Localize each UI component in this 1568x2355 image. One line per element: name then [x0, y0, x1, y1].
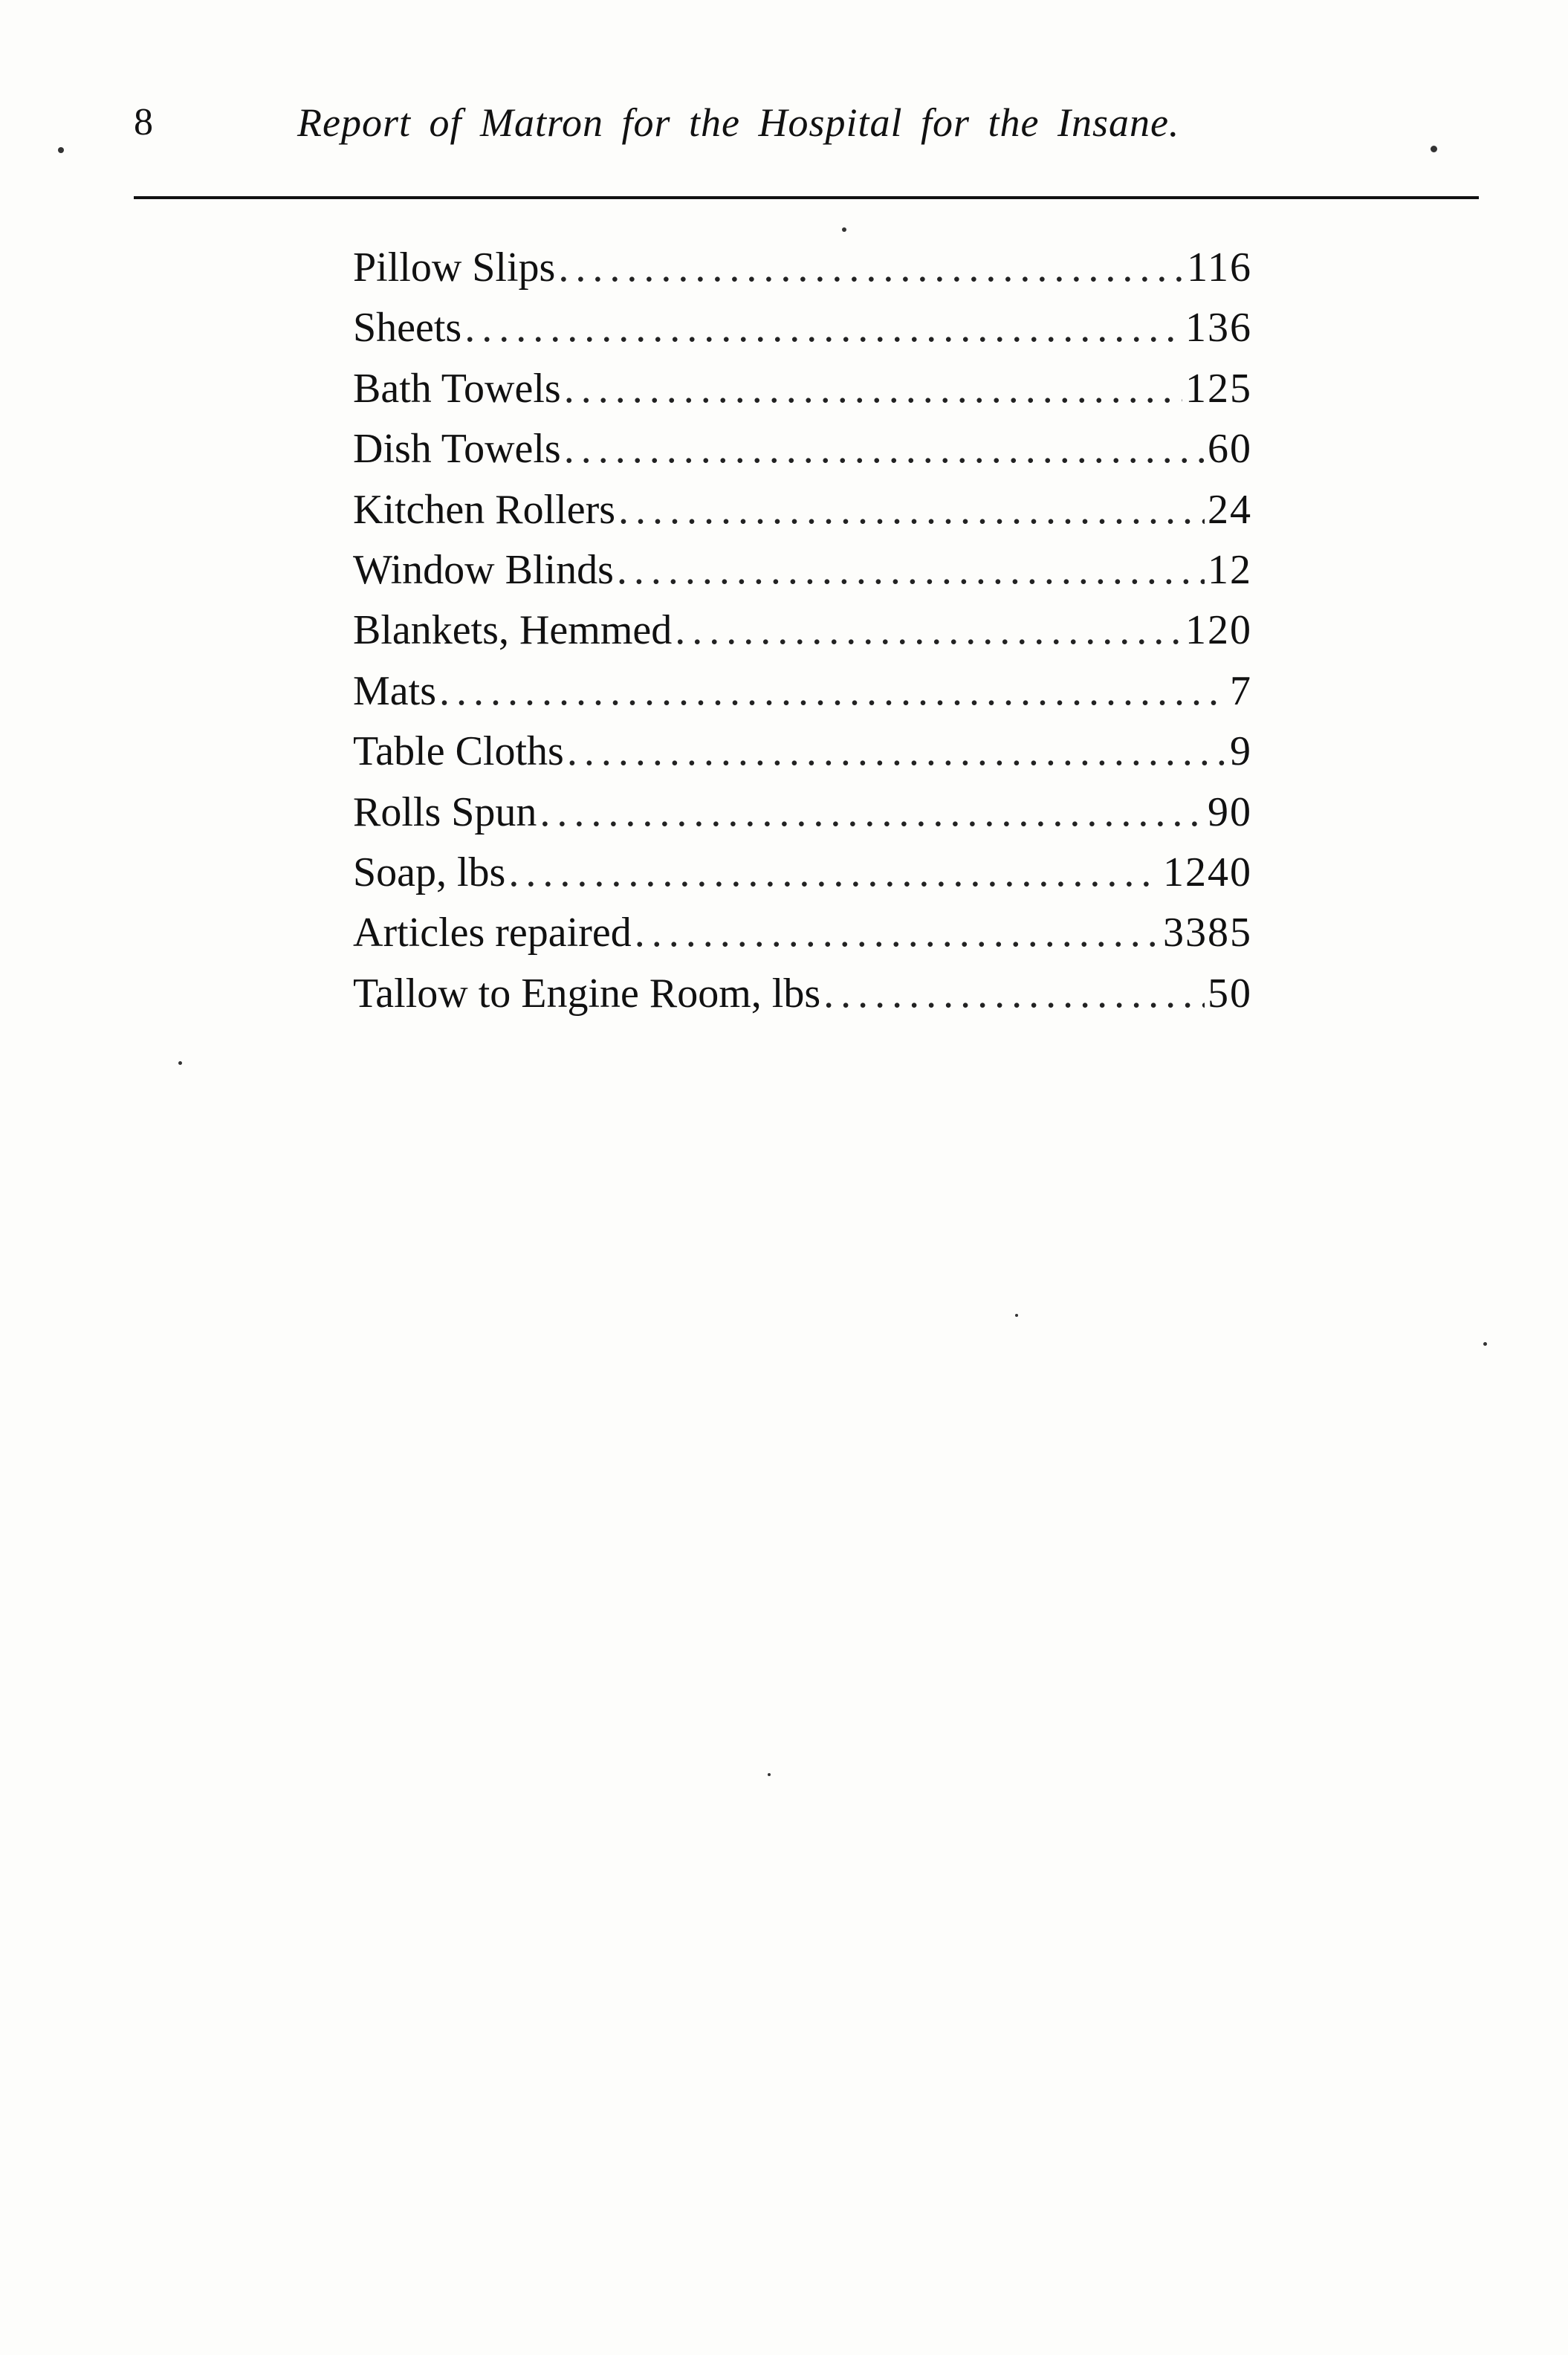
running-title: Report of Matron for the Hospital for the Insane. [297, 100, 1180, 145]
list-item [353, 661, 1252, 722]
dot-leader [508, 843, 1160, 903]
list-item [353, 722, 1252, 782]
list-item [353, 419, 1252, 479]
item-label: Sheets [353, 305, 462, 352]
item-count: 136 [1185, 305, 1252, 352]
dot-leader [617, 540, 1205, 600]
scan-speck [1483, 1342, 1487, 1346]
dot-leader [635, 903, 1160, 963]
page-header [134, 89, 1479, 163]
item-label: Table Cloths [353, 728, 564, 775]
item-label: Kitchen Rollers [353, 486, 616, 533]
list-item [353, 903, 1252, 963]
item-label: Mats [353, 667, 436, 714]
item-count: 120 [1185, 607, 1252, 654]
list-item [353, 843, 1252, 903]
dot-leader [464, 298, 1182, 358]
list-item [353, 783, 1252, 843]
inventory-list [353, 238, 1252, 1024]
item-label: Pillow Slips [353, 244, 556, 291]
list-item [353, 964, 1252, 1024]
dot-leader [564, 359, 1182, 419]
item-count: 7 [1230, 667, 1252, 714]
list-item [353, 480, 1252, 540]
dot-leader [564, 419, 1205, 479]
dot-leader [439, 661, 1227, 722]
item-label: Bath Towels [353, 365, 561, 412]
scan-speck [1015, 1314, 1018, 1317]
dot-leader [540, 783, 1205, 843]
dot-leader [675, 600, 1182, 661]
scan-speck [58, 147, 64, 153]
item-count: 9 [1230, 728, 1252, 775]
item-label: Tallow to Engine Room, lbs [353, 970, 821, 1017]
item-count: 116 [1187, 244, 1252, 291]
item-label: Dish Towels [353, 426, 561, 473]
item-count: 24 [1208, 486, 1252, 533]
scan-speck [178, 1061, 182, 1065]
page-number: 8 [134, 101, 153, 143]
item-count: 3385 [1163, 910, 1252, 956]
dot-leader [567, 722, 1227, 782]
item-count: 60 [1208, 426, 1252, 473]
item-count: 1240 [1163, 849, 1252, 895]
list-item [353, 238, 1252, 298]
dot-leader [618, 480, 1205, 540]
scan-speck [1431, 146, 1437, 152]
item-label: Soap, lbs [353, 849, 506, 895]
list-item [353, 298, 1252, 358]
scan-speck [842, 227, 846, 232]
item-count: 125 [1185, 365, 1252, 412]
dot-leader [558, 238, 1184, 298]
item-label: Articles repaired [353, 910, 632, 956]
item-count: 50 [1208, 970, 1252, 1017]
item-label: Blankets, Hemmed [353, 607, 673, 654]
item-count: 90 [1208, 788, 1252, 835]
dot-leader [823, 964, 1205, 1024]
item-count: 12 [1208, 546, 1252, 593]
header-rule [134, 196, 1479, 199]
item-label: Window Blinds [353, 546, 614, 593]
list-item [353, 600, 1252, 661]
list-item [353, 359, 1252, 419]
item-label: Rolls Spun [353, 788, 537, 835]
list-item [353, 540, 1252, 600]
scan-speck [768, 1773, 771, 1776]
